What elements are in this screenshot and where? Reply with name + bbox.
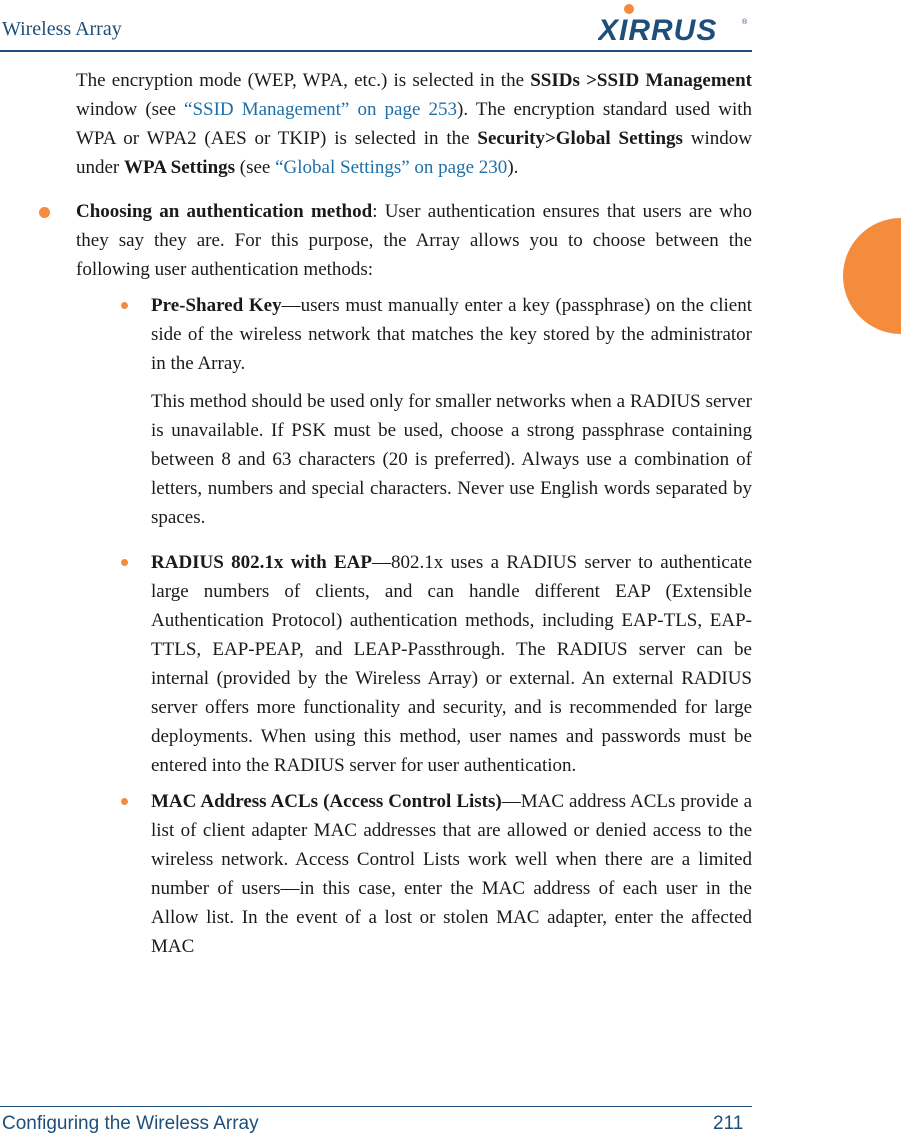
- method-name: RADIUS 802.1x with EAP: [151, 552, 372, 573]
- auth-method-item: Choosing an authentication method: User authentication ensures that users are who they say they are. For this purpose, the Array allows you to choose between the following user authentication methods:: [76, 197, 752, 284]
- page-number: 211: [713, 1113, 744, 1134]
- chapter-tab-marker: [843, 218, 901, 334]
- header-rule: [0, 50, 752, 52]
- footer-section-title: Configuring the Wireless Array: [2, 1113, 259, 1134]
- intro-paragraph: The encryption mode (WEP, WPA, etc.) is selected in the SSIDs >SSID Management window (see “SSID Management” on page 253). The encryption standard used with WPA or WPA2 (AES or TKIP) is selected in the Security>Global Settings window under WPA Settings (see “Global Settings” on page 230).: [76, 70, 753, 178]
- global-settings-link[interactable]: “Global Settings” on page 230: [275, 157, 508, 178]
- bullet-icon: [121, 559, 128, 566]
- method-item-radius: RADIUS 802.1x with EAP—802.1x uses a RADIUS server to authenticate large numbers of clients, and can handle different EAP (Extensible Authentication Protocol) authentication methods, including EAP-TLS, EAP-TTLS, EAP-PEAP, and LEAP-Passthrough. The RADIUS server can be internal (provided by the Wireless Array) or external. An external RADIUS server offers more functionality and security, and is recommended for large deployments. When using this method, user names and passwords must be entered into the RADIUS server for user authentication.: [151, 548, 752, 780]
- method-name: MAC Address ACLs (Access Control Lists): [151, 791, 502, 812]
- logo-wordmark: XIRRUS: [598, 14, 718, 44]
- method-name: Pre-Shared Key: [151, 295, 282, 316]
- ssid-management-link[interactable]: “SSID Management” on page 253: [184, 99, 458, 120]
- method-note: This method should be used only for smaller networks when a RADIUS server is unavailable. If PSK must be used, choose a strong passphrase containing between 8 and 63 characters (20 is preferred). Always use a combination of letters, numbers and special characters. Never use English words separated by spaces.: [151, 391, 752, 528]
- auth-method-heading: Choosing an authentication method: [76, 201, 373, 222]
- running-header-title: Wireless Array: [2, 18, 122, 40]
- svg-text:®: ®: [742, 19, 748, 26]
- page-body: [76, 66, 752, 961]
- method-item-psk: Pre-Shared Key—users must manually enter a key (passphrase) on the client side of the wireless network that matches the key stored by the administrator in the Array. This method should be used only for smaller networks when a RADIUS server is unavailable. If PSK must be used, choose a strong passphrase containing between 8 and 63 characters (20 is preferred). Always use a combination of letters, numbers and special characters. Never use English words separated by spaces.: [151, 291, 752, 532]
- footer-rule: [0, 1106, 752, 1107]
- xirrus-logo: [598, 2, 748, 44]
- bullet-icon: [39, 207, 50, 218]
- method-item-mac-acl: MAC Address ACLs (Access Control Lists)—MAC address ACLs provide a list of client adapter MAC addresses that are allowed or denied access to the wireless network. Access Control Lists work well when there are a limited number of users—in this case, enter the MAC address of each user in the Allow list. In the event of a lost or stolen MAC adapter, enter the affected MAC: [151, 787, 752, 961]
- bullet-icon: [121, 798, 128, 805]
- bullet-icon: [121, 302, 128, 309]
